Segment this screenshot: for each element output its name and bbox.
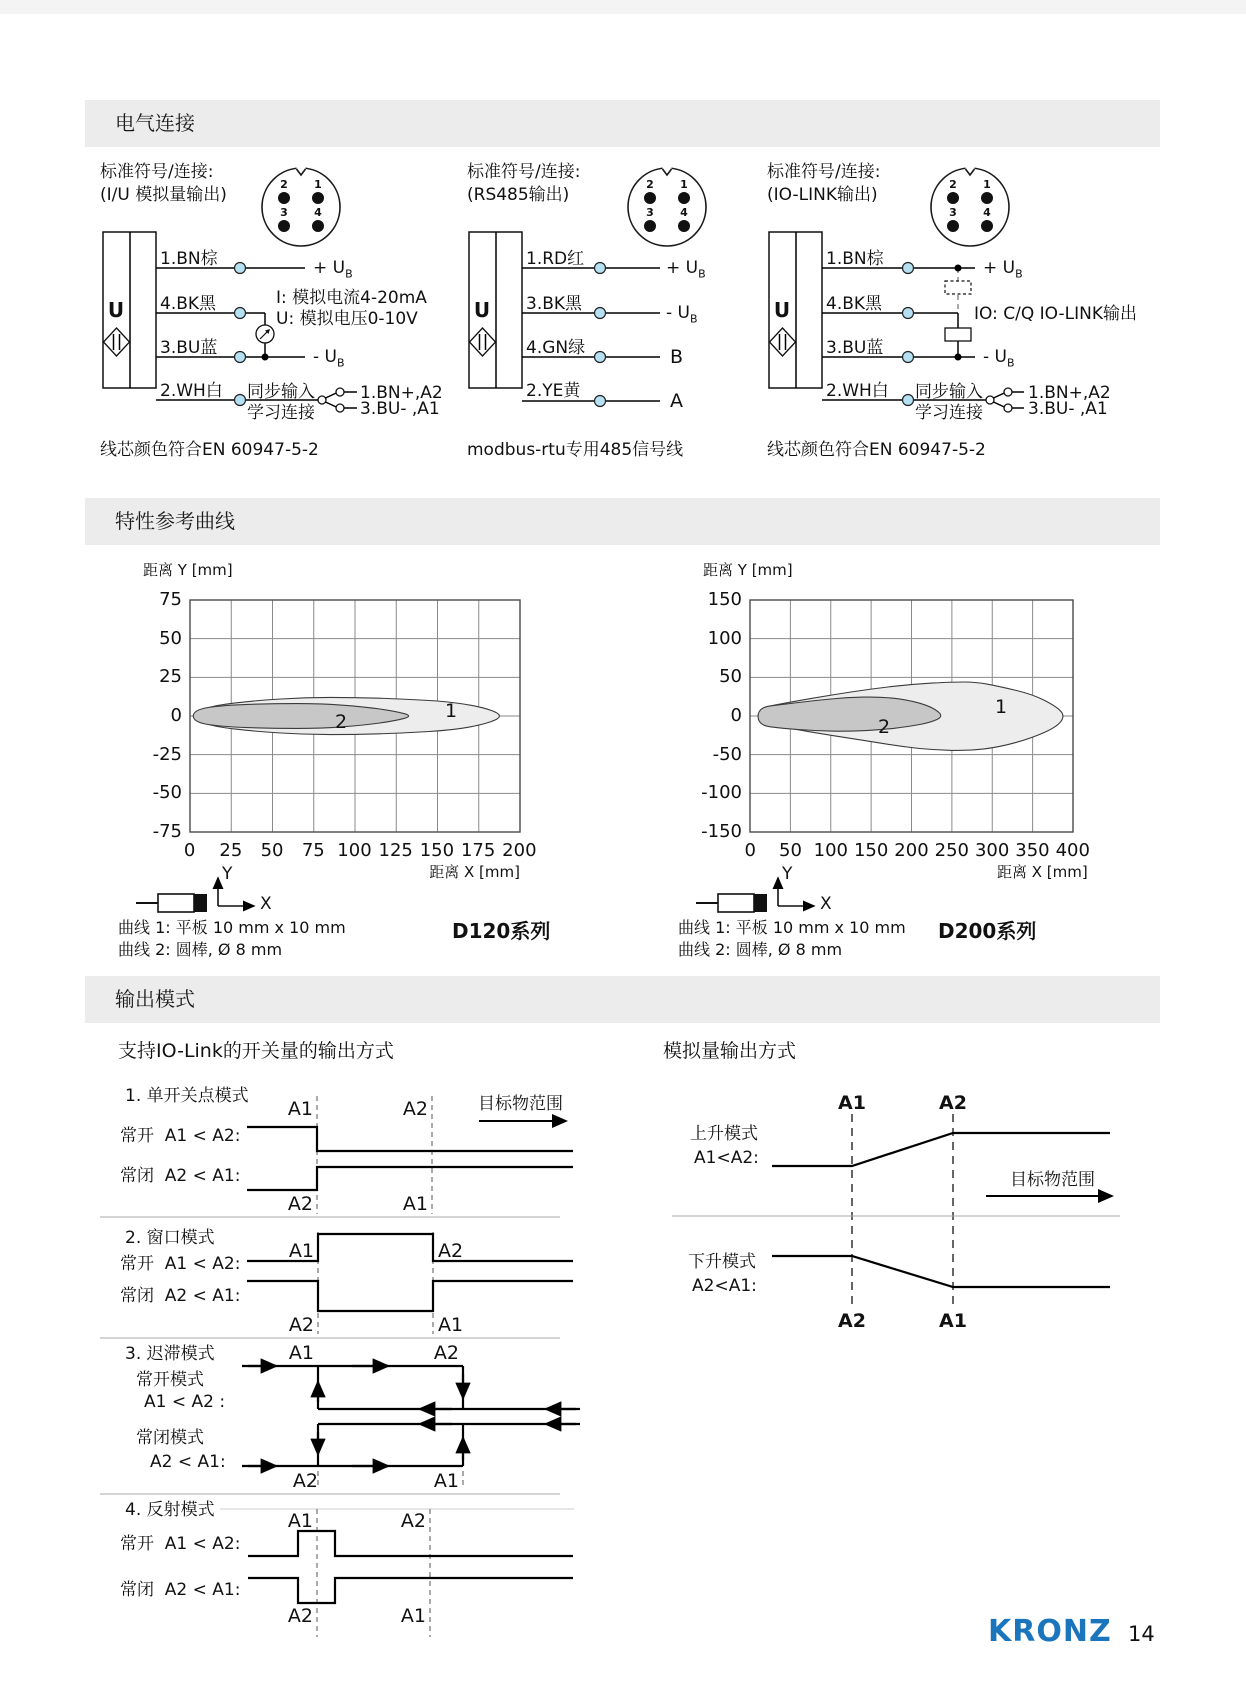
threshold-label: A2 — [288, 1314, 314, 1336]
sync-label: 学习连接 — [915, 403, 983, 423]
tick-label: 50 — [260, 840, 284, 861]
wire-label: 2.WH白 — [160, 381, 223, 401]
wire-label: 2.YE黄 — [526, 381, 581, 401]
waveform-row-label: 常闭 A2 < A1: — [120, 1580, 241, 1600]
threshold-label: A2 — [939, 1092, 967, 1114]
threshold-label: A1 — [939, 1310, 967, 1332]
page-number: 14 — [1128, 1622, 1155, 1646]
pin-number: 2 — [280, 178, 288, 191]
tick-label: 75 — [159, 589, 182, 610]
mode1-waveforms — [100, 1096, 573, 1217]
wire-label: 1.RD红 — [526, 249, 585, 269]
axis-x-letter: X — [820, 894, 832, 914]
tick-label: -75 — [152, 820, 182, 842]
waveform-row-label: A1 < A2 : — [144, 1392, 226, 1412]
threshold-label: A2 — [838, 1310, 866, 1332]
diagram-caption: modbus-rtu专用485信号线 — [467, 440, 684, 460]
sensor-box-letter: U — [473, 298, 491, 322]
supply-label: - $U_B$ — [983, 347, 1015, 370]
pin-number: 1 — [983, 178, 991, 191]
pin-number: 3 — [646, 206, 654, 219]
target-range-label: 目标物范围 — [478, 1094, 563, 1114]
pin-number: 1 — [314, 178, 322, 191]
y-axis-ticks — [688, 591, 742, 841]
supply-label: + $U_B$ — [666, 258, 706, 281]
waveform-row-label: 常开 A1 < A2: — [120, 1126, 241, 1146]
tick-label: -50 — [712, 743, 742, 765]
tick-label: 50 — [779, 840, 802, 861]
tick-label: -100 — [701, 782, 742, 804]
sync-target: 1.BN+,A2 — [360, 383, 443, 403]
series-name: D200系列 — [938, 919, 1037, 943]
tick-label: 150 — [707, 589, 742, 610]
sync-target: 3.BU- ,A1 — [1028, 399, 1108, 419]
x-axis-label: 距离 X [mm] — [997, 863, 1088, 881]
diagram-title: 标准符号/连接: — [100, 162, 214, 182]
tick-label: -150 — [701, 820, 742, 842]
tick-label: 50 — [719, 666, 742, 688]
pin-number: 2 — [646, 178, 654, 191]
tick-label: 200 — [502, 840, 537, 861]
tick-label: 50 — [159, 627, 182, 649]
sync-label: 同步输入 — [915, 382, 983, 402]
tick-label: 25 — [219, 840, 243, 861]
threshold-label: A1 — [287, 1510, 313, 1532]
threshold-label: A1 — [838, 1092, 866, 1114]
signal-label: A — [670, 390, 683, 412]
threshold-label: A2 — [287, 1193, 313, 1215]
sensor-box-letter: U — [773, 298, 791, 322]
threshold-label: A2 — [433, 1342, 459, 1364]
tick-label: -25 — [152, 743, 182, 765]
diagram-subtitle: (I/U 模拟量输出) — [100, 185, 227, 205]
sensor-orientation-icon-right — [696, 878, 814, 912]
tick-label: 200 — [894, 840, 929, 861]
pin-number: 4 — [680, 206, 688, 219]
brand-logo: KRONZ — [988, 1614, 1112, 1649]
tick-label: 100 — [813, 840, 848, 861]
threshold-label: A1 — [433, 1470, 459, 1492]
x-axis-ticks — [169, 840, 540, 861]
tick-label: 0 — [744, 840, 756, 861]
series-name: D120系列 — [452, 919, 551, 943]
tick-label: 125 — [378, 840, 413, 861]
threshold-label: A1 — [288, 1342, 314, 1364]
x-axis-label: 距离 X [mm] — [429, 863, 520, 881]
section-title: 特性参考曲线 — [115, 509, 235, 533]
pin-number: 4 — [314, 206, 322, 219]
wire-label: 2.WH白 — [826, 381, 889, 401]
diagram-title: 标准符号/连接: — [767, 162, 881, 182]
threshold-label: A2 — [292, 1470, 318, 1492]
diagram-title: 标准符号/连接: — [467, 162, 581, 182]
pin-number: 3 — [949, 206, 957, 219]
beam-pattern-d200 — [758, 682, 1063, 750]
curve-number: 2 — [878, 716, 891, 738]
tick-label: -50 — [152, 782, 182, 804]
y-axis-label: 距离 Y [mm] — [143, 561, 233, 579]
target-range-label: 目标物范围 — [1010, 1170, 1095, 1190]
pin-number: 3 — [280, 206, 288, 219]
analog-mode-name: 上升模式 — [690, 1124, 758, 1144]
y-axis-label: 距离 Y [mm] — [703, 561, 793, 579]
supply-label: + $U_B$ — [313, 258, 353, 281]
waveform-row-label: 常开模式 — [136, 1370, 204, 1390]
sensor-orientation-icon-left — [136, 878, 254, 912]
signal-label: B — [670, 346, 684, 368]
analog-mode-condition: A2<A1: — [692, 1276, 757, 1296]
sensor-box-letter: U — [107, 298, 125, 322]
tick-label: 175 — [460, 840, 496, 861]
tick-label: 150 — [853, 840, 889, 861]
wire-label: 1.BN棕 — [160, 249, 218, 269]
pin-number: 1 — [680, 178, 688, 191]
threshold-label: A2 — [402, 1098, 428, 1120]
waveform-row-label: 常开 A1 < A2: — [120, 1254, 241, 1274]
tick-label: 400 — [1055, 840, 1090, 861]
threshold-label: A1 — [438, 1314, 464, 1336]
tick-label: 100 — [337, 840, 372, 861]
tick-label: 250 — [934, 840, 969, 861]
threshold-label: A2 — [287, 1605, 313, 1627]
threshold-label: A2 — [400, 1510, 426, 1532]
threshold-label: A1 — [287, 1098, 313, 1120]
waveform-row-label: A2 < A1: — [150, 1452, 226, 1472]
supply-label: - $U_B$ — [313, 347, 345, 370]
wire-label: 1.BN棕 — [826, 249, 884, 269]
analog-output-heading: 模拟量输出方式 — [663, 1040, 797, 1062]
sync-label: 同步输入 — [247, 382, 315, 402]
tick-label: 300 — [974, 840, 1010, 861]
diagram-caption: 线芯颜色符合EN 60947-5-2 — [767, 440, 986, 460]
waveform-row-label: 常开 A1 < A2: — [120, 1534, 241, 1554]
wire-label: 3.BU蓝 — [826, 338, 884, 358]
curve-number: 2 — [335, 711, 348, 733]
threshold-label: A2 — [438, 1240, 464, 1262]
section-title: 电气连接 — [115, 111, 195, 135]
sync-target: 3.BU- ,A1 — [360, 399, 440, 419]
pin-number: 4 — [983, 206, 991, 219]
waveform-row-label: 常闭 A2 < A1: — [120, 1286, 241, 1306]
diagram-caption: 线芯颜色符合EN 60947-5-2 — [100, 440, 319, 460]
legend-curve2: 曲线 2: 圆棒, Ø 8 mm — [118, 940, 283, 959]
mode-name: 3. 迟滞模式 — [125, 1344, 215, 1364]
supply-label: - $U_B$ — [666, 303, 698, 326]
tick-label: 350 — [1015, 840, 1050, 861]
wire-label: 4.BK黑 — [826, 294, 883, 314]
waveform-row-label: 常闭 A2 < A1: — [120, 1166, 241, 1186]
curve-number: 1 — [995, 696, 1008, 718]
axis-x-letter: X — [260, 894, 272, 914]
output-annotation: IO: C/Q IO-LINK输出 — [974, 304, 1137, 324]
y-axis-ticks — [128, 591, 182, 841]
legend-curve1: 曲线 1: 平板 10 mm x 10 mm — [678, 918, 906, 937]
beam-lobe-curve2 — [758, 697, 941, 731]
output-annotation: U: 模拟电压0-10V — [276, 309, 418, 329]
wire-label: 4.BK黑 — [160, 294, 217, 314]
waveform-row-label: 常闭模式 — [136, 1428, 204, 1448]
diagram-subtitle: (RS485输出) — [467, 185, 570, 205]
supply-label: + $U_B$ — [983, 258, 1023, 281]
mode-name: 4. 反射模式 — [125, 1500, 215, 1520]
legend-curve2: 曲线 2: 圆棒, Ø 8 mm — [678, 940, 843, 959]
x-axis-ticks — [730, 840, 1093, 861]
switching-output-heading: 支持IO-Link的开关量的输出方式 — [118, 1040, 394, 1062]
threshold-label: A1 — [288, 1240, 314, 1262]
pin-number: 2 — [949, 178, 957, 191]
tick-label: 0 — [730, 704, 742, 726]
sync-label: 学习连接 — [247, 403, 315, 423]
output-annotation: I: 模拟电流4-20mA — [276, 288, 427, 308]
axis-y-letter: Y — [782, 864, 793, 884]
threshold-label: A1 — [400, 1605, 426, 1627]
wire-label: 4.GN绿 — [526, 338, 586, 358]
tick-label: 75 — [301, 840, 325, 861]
diagram-subtitle: (IO-LINK输出) — [767, 185, 878, 205]
analog-mode-name: 下升模式 — [688, 1252, 756, 1272]
curve-number: 1 — [445, 700, 458, 722]
wire-label: 3.BK黑 — [526, 294, 583, 314]
tick-label: 0 — [170, 704, 182, 726]
section-title: 输出模式 — [115, 987, 195, 1011]
wire-label: 3.BU蓝 — [160, 338, 218, 358]
tick-label: 25 — [159, 666, 182, 688]
mode-name: 1. 单开关点模式 — [125, 1086, 249, 1106]
tick-label: 0 — [183, 840, 196, 861]
mode-name: 2. 窗口模式 — [125, 1228, 215, 1248]
threshold-label: A1 — [402, 1193, 428, 1215]
tick-label: 150 — [419, 840, 455, 861]
analog-mode-condition: A1<A2: — [694, 1148, 759, 1168]
sync-target: 1.BN+,A2 — [1028, 383, 1111, 403]
tick-label: 100 — [707, 627, 742, 649]
legend-curve1: 曲线 1: 平板 10 mm x 10 mm — [118, 918, 346, 937]
axis-y-letter: Y — [222, 864, 233, 884]
